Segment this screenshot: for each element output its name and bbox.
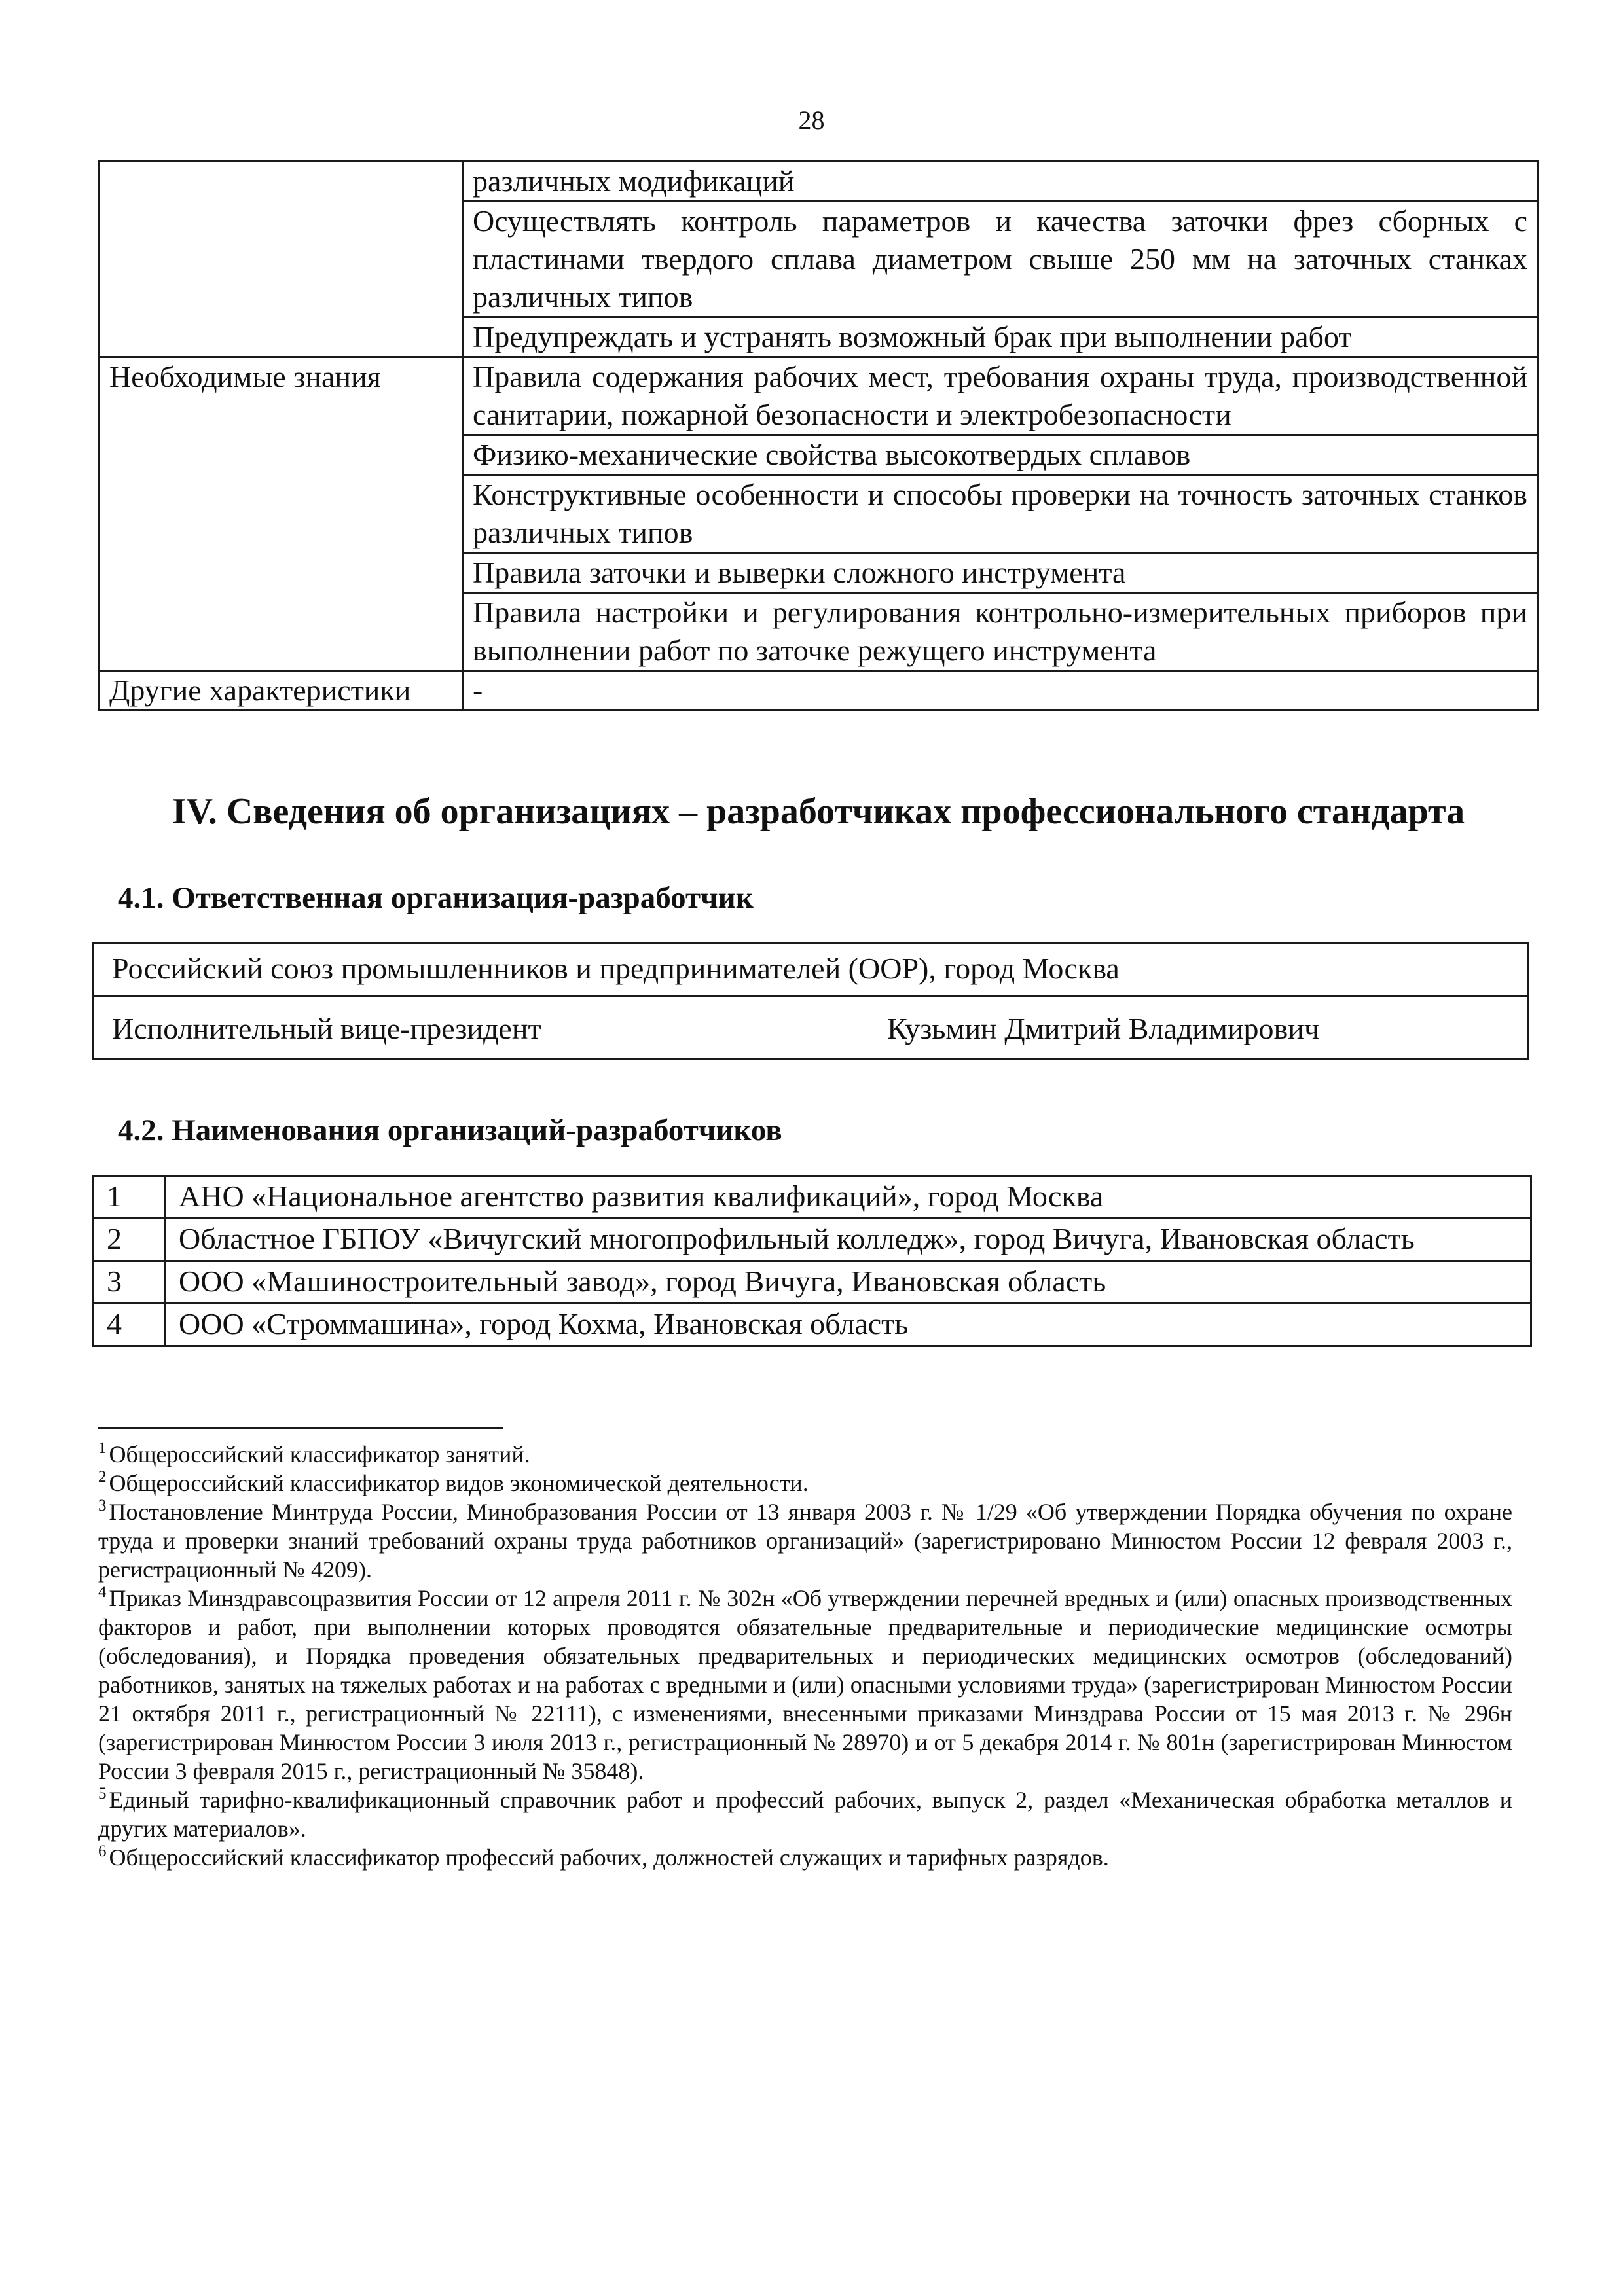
divider — [94, 995, 1527, 997]
knowledge-item: Правила содержания рабочих мест, требования охраны труда, производственной санитарии, пожарной безопасности и электробезопасности — [463, 357, 1538, 435]
row-label-empty — [100, 162, 463, 357]
section-heading: IV. Сведения об организациях – разработчиках профессионального стандарта — [172, 791, 1465, 832]
developer-name: АНО «Национальное агентство развития квалификаций», город Москва — [165, 1176, 1531, 1219]
footnote-text: Общероссийский классификатор видов экономической деятельности. — [109, 1470, 809, 1496]
footnote-mark: 3 — [98, 1497, 107, 1515]
footnote-mark: 5 — [98, 1785, 107, 1803]
page-number: 28 — [798, 105, 825, 135]
developer-name: ООО «Строммашина», город Кохма, Ивановская область — [165, 1304, 1531, 1346]
responsible-org-name: Российский союз промышленников и предпринимателей (ООР), город Москва — [112, 952, 1120, 985]
developers-heading: 4.2. Наименования организаций-разработчиков — [118, 1113, 782, 1147]
developers-table — [92, 1175, 1532, 1347]
row-number: 4 — [93, 1304, 165, 1346]
knowledge-item: Правила настройки и регулирования контрольно-измерительных приборов при выполнении работ по заточке режущего инструмента — [463, 593, 1538, 671]
table-row — [93, 1219, 1531, 1261]
table-row — [93, 1176, 1531, 1219]
developer-name: Областное ГБПОУ «Вичугский многопрофильный колледж», город Вичуга, Ивановская область — [165, 1219, 1531, 1261]
skill-item: Предупреждать и устранять возможный брак при выполнении работ — [463, 317, 1538, 357]
skill-item: различных модификаций — [463, 162, 1538, 202]
row-number: 3 — [93, 1261, 165, 1304]
responsible-person: Кузьмин Дмитрий Владимирович — [887, 1012, 1319, 1045]
footnote-text: Общероссийский классификатор профессий рабочих, должностей служащих и тарифных разрядов. — [109, 1844, 1109, 1871]
knowledge-item: Конструктивные особенности и способы проверки на точность заточных станков различных типов — [463, 475, 1538, 553]
table-row — [100, 162, 1538, 202]
responsible-position: Исполнительный вице-президент — [112, 1012, 541, 1045]
row-number: 2 — [93, 1219, 165, 1261]
footnote-mark: 1 — [98, 1439, 107, 1457]
footnote-text: Единый тарифно-квалификационный справочник работ и профессий рабочих, выпуск 2, раздел «Механическая обработка металлов и других материалов». — [98, 1787, 1512, 1842]
footnote-mark: 4 — [98, 1583, 107, 1601]
table-row — [100, 671, 1538, 711]
table-row — [93, 1261, 1531, 1304]
footnote — [98, 1469, 1512, 1498]
footnote — [98, 1584, 1512, 1785]
row-label-other-characteristics: Другие характеристики — [100, 671, 463, 711]
skill-item: Осуществлять контроль параметров и качества заточки фрез сборных с пластинами твердого сплава диаметром свыше 250 мм на заточных станках различных типов — [463, 202, 1538, 317]
footnote-text: Общероссийский классификатор занятий. — [109, 1441, 530, 1467]
table-row — [100, 357, 1538, 435]
footnote — [98, 1785, 1512, 1843]
row-label-required-knowledge: Необходимые знания — [100, 357, 463, 671]
footnote-separator — [98, 1427, 503, 1429]
skills-knowledge-table — [98, 160, 1539, 711]
footnote — [98, 1843, 1512, 1872]
footnote — [98, 1440, 1512, 1469]
footnote-text: Постановление Минтруда России, Минобразования России от 13 января 2003 г. № 1/29 «Об утверждении Порядка обучения по охране труда и проверки знаний требований охраны труда работников организаций» (зарегистрировано Минюстом России 12 февраля 2003 г., регистрационный № 4209). — [98, 1499, 1512, 1583]
knowledge-item: Правила заточки и выверки сложного инструмента — [463, 553, 1538, 593]
row-number: 1 — [93, 1176, 165, 1219]
knowledge-item: Физико-механические свойства высокотвердых сплавов — [463, 435, 1538, 475]
footnotes — [98, 1440, 1512, 1872]
footnote-mark: 6 — [98, 1842, 107, 1860]
table-row — [93, 1304, 1531, 1346]
footnote-mark: 2 — [98, 1468, 107, 1486]
footnote — [98, 1498, 1512, 1584]
developer-name: ООО «Машиностроительный завод», город Вичуга, Ивановская область — [165, 1261, 1531, 1304]
other-item: - — [463, 671, 1538, 711]
responsible-org-heading: 4.1. Ответственная организация-разработчик — [118, 881, 754, 915]
footnote-text: Приказ Минздравсоцразвития России от 12 апреля 2011 г. № 302н «Об утверждении перечней вредных и (или) опасных производственных факторов и работ, при выполнении которых проводятся обязательные предварительные и периодические медицинские осмотры (обследования), и Порядка проведения обязательных предварительных и периодических медицинских осмотров (обследований) работников, занятых на тяжелых работах и на работах с вредными и (или) опасными условиями труда» (зарегистрирован Минюстом России 21 октября 2011 г., регистрационный № 22111), с изменениями, внесенными приказами Минздрава России от 15 мая 2013 г. № 296н (зарегистрирован Минюстом России 3 июля 2013 г., регистрационный № 28970) и от 5 декабря 2014 г. № 801н (зарегистрирован Минюстом России 3 февраля 2015 г., регистрационный № 35848). — [98, 1585, 1512, 1784]
responsible-org-box — [92, 942, 1529, 1060]
